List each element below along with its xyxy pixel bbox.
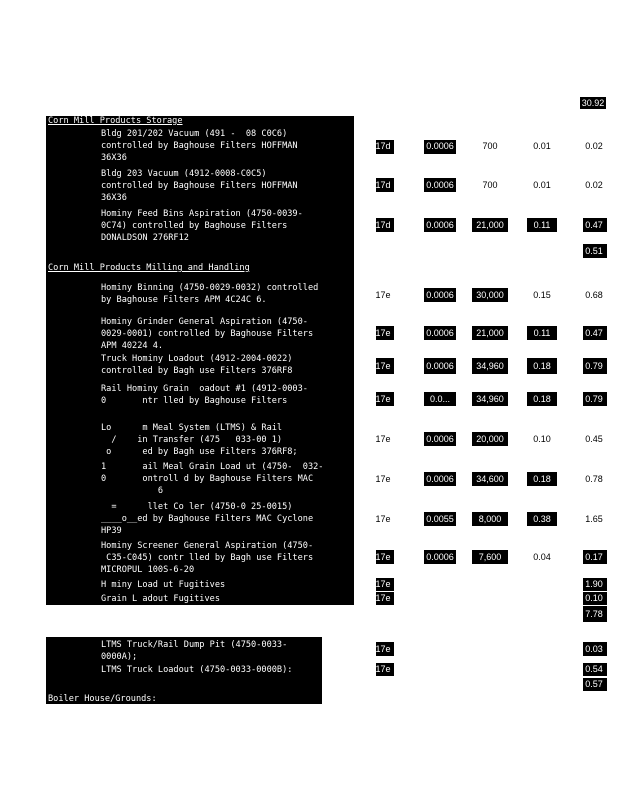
row-code: 17e [375, 434, 391, 444]
row-factor: 0.0006 [426, 434, 454, 444]
row-lb: 0.01 [533, 180, 551, 190]
row-code: 17d [375, 220, 391, 230]
row-tons: 0.10 [585, 593, 603, 603]
row-desc: 1 ail Meal Grain Load ut (4750- 032- 0 ontroll d by Baghouse Filters MAC 6 [101, 462, 324, 496]
row-flow: 34,600 [476, 474, 504, 484]
row-tons: 0.68 [585, 290, 603, 300]
row-code: 17e [375, 579, 391, 589]
row-code: 17e [375, 644, 391, 654]
row-tons: 0.78 [585, 474, 603, 484]
row-factor: 0.0006 [426, 180, 454, 190]
row-tons: 0.03 [585, 644, 603, 654]
row-desc: Bldg 203 Vacuum (4912-0008-C0C5) controlled by Baghouse Filters HOFFMAN 36X36 [101, 169, 298, 203]
row-flow: 34,960 [476, 361, 504, 371]
row-lb: 0.18 [533, 361, 551, 371]
row-tons: 0.79 [585, 394, 603, 404]
row-lb: 0.18 [533, 474, 551, 484]
section-header-milling: Corn Mill Products Milling and Handling [48, 263, 250, 273]
row-tons: 0.02 [585, 141, 603, 151]
row-factor: 0.0006 [426, 474, 454, 484]
row-flow: 30,000 [476, 290, 504, 300]
row-tons: 0.47 [585, 328, 603, 338]
row-code: 17e [375, 552, 391, 562]
row-flow: 8,000 [478, 514, 502, 524]
row-tons: 0.45 [585, 434, 603, 444]
row-desc: Grain L adout Fugitives [101, 594, 220, 604]
subtotal-milling: 7.78 [585, 609, 603, 619]
row-flow: 20,000 [476, 434, 504, 444]
row-code: 17d [375, 141, 391, 151]
row-lb: 0.04 [533, 552, 551, 562]
row-lb: 0.15 [533, 290, 551, 300]
row-code: 17e [375, 514, 391, 524]
row-desc: LTMS Truck Loadout (4750-0033-0000B): [101, 665, 293, 675]
row-factor: 0.0006 [426, 552, 454, 562]
row-desc: Lo m Meal System (LTMS) & Rail / in Transfer (475 033-00 1) o ed by Bagh use Filters 376RF8; [101, 423, 298, 457]
row-factor: 0.0006 [426, 290, 454, 300]
row-tons: 0.54 [585, 664, 603, 674]
row-factor: 0.0006 [426, 220, 454, 230]
row-tons: 0.47 [585, 220, 603, 230]
row-lb: 0.38 [533, 514, 551, 524]
row-desc: Truck Hominy Loadout (4912-2004-0022) controlled by Bagh use Filters 376RF8 [101, 354, 293, 376]
row-code: 17e [375, 664, 391, 674]
row-desc: H miny Load ut Fugitives [101, 580, 226, 590]
row-flow: 21,000 [476, 328, 504, 338]
row-flow: 700 [482, 180, 498, 190]
row-lb: 0.18 [533, 394, 551, 404]
row-factor: 0.0006 [426, 361, 454, 371]
row-code: 17e [375, 474, 391, 484]
row-code: 17d [375, 180, 391, 190]
row-desc: Hominy Screener General Aspiration (4750- C35-C045) contr lled by Bagh use Filters MICROPUL 100S-6-20 [101, 541, 314, 575]
row-tons: 0.02 [585, 180, 603, 190]
row-desc: Hominy Binning (4750-0029-0032) controlled by Baghouse Filters APM 4C24C 6. [101, 283, 319, 305]
row-factor: 0.0006 [426, 328, 454, 338]
row-lb: 0.10 [533, 434, 551, 444]
row-code: 17e [375, 290, 391, 300]
section-header-boiler-house: Boiler House/Grounds: [48, 694, 157, 704]
row-lb: 0.11 [533, 220, 551, 230]
row-lb: 0.01 [533, 141, 551, 151]
row-code: 17e [375, 328, 391, 338]
row-desc: LTMS Truck/Rail Dump Pit (4750-0033- 0000A); [101, 640, 288, 662]
subtotal-storage: 0.51 [585, 246, 603, 256]
row-code: 17e [375, 361, 391, 371]
row-flow: 34,960 [476, 394, 504, 404]
row-tons: 1.65 [585, 514, 603, 524]
row-desc: Hominy Grinder General Aspiration (4750- 0029-0001) controlled by Baghouse Filters APM 40224 4. [101, 317, 314, 351]
row-desc: = llet Co ler (4750-0 25-0015) ____o__ed by Baghouse Filters MAC Cyclone HP39 [101, 502, 314, 536]
row-flow: 21,000 [476, 220, 504, 230]
row-tons: 0.79 [585, 361, 603, 371]
section-header-storage: Corn Mill Products Storage [48, 116, 183, 126]
row-flow: 7,600 [478, 552, 502, 562]
row-lb: 0.11 [533, 328, 551, 338]
row-factor: 0.0055 [426, 514, 454, 524]
subtotal-ltms: 0.57 [585, 679, 603, 689]
row-desc: Hominy Feed Bins Aspiration (4750-0039- 0C74) controlled by Baghouse Filters DONALDSON 276RF12 [101, 209, 303, 243]
row-code: 17e [375, 394, 391, 404]
row-tons: 0.17 [585, 552, 603, 562]
row-flow: 700 [482, 141, 498, 151]
row-code: 17e [375, 593, 391, 603]
row-factor: 0.0... [429, 394, 450, 404]
row-factor: 0.0006 [426, 141, 454, 151]
top-total-value: 30.92 [581, 98, 605, 108]
row-tons: 1.90 [585, 579, 603, 589]
row-desc: Bldg 201/202 Vacuum (491 - 08 C0C6) controlled by Baghouse Filters HOFFMAN 36X36 [101, 129, 298, 163]
row-desc: Rail Hominy Grain oadout #1 (4912-0003- 0 ntr lled by Baghouse Filters [101, 384, 308, 406]
